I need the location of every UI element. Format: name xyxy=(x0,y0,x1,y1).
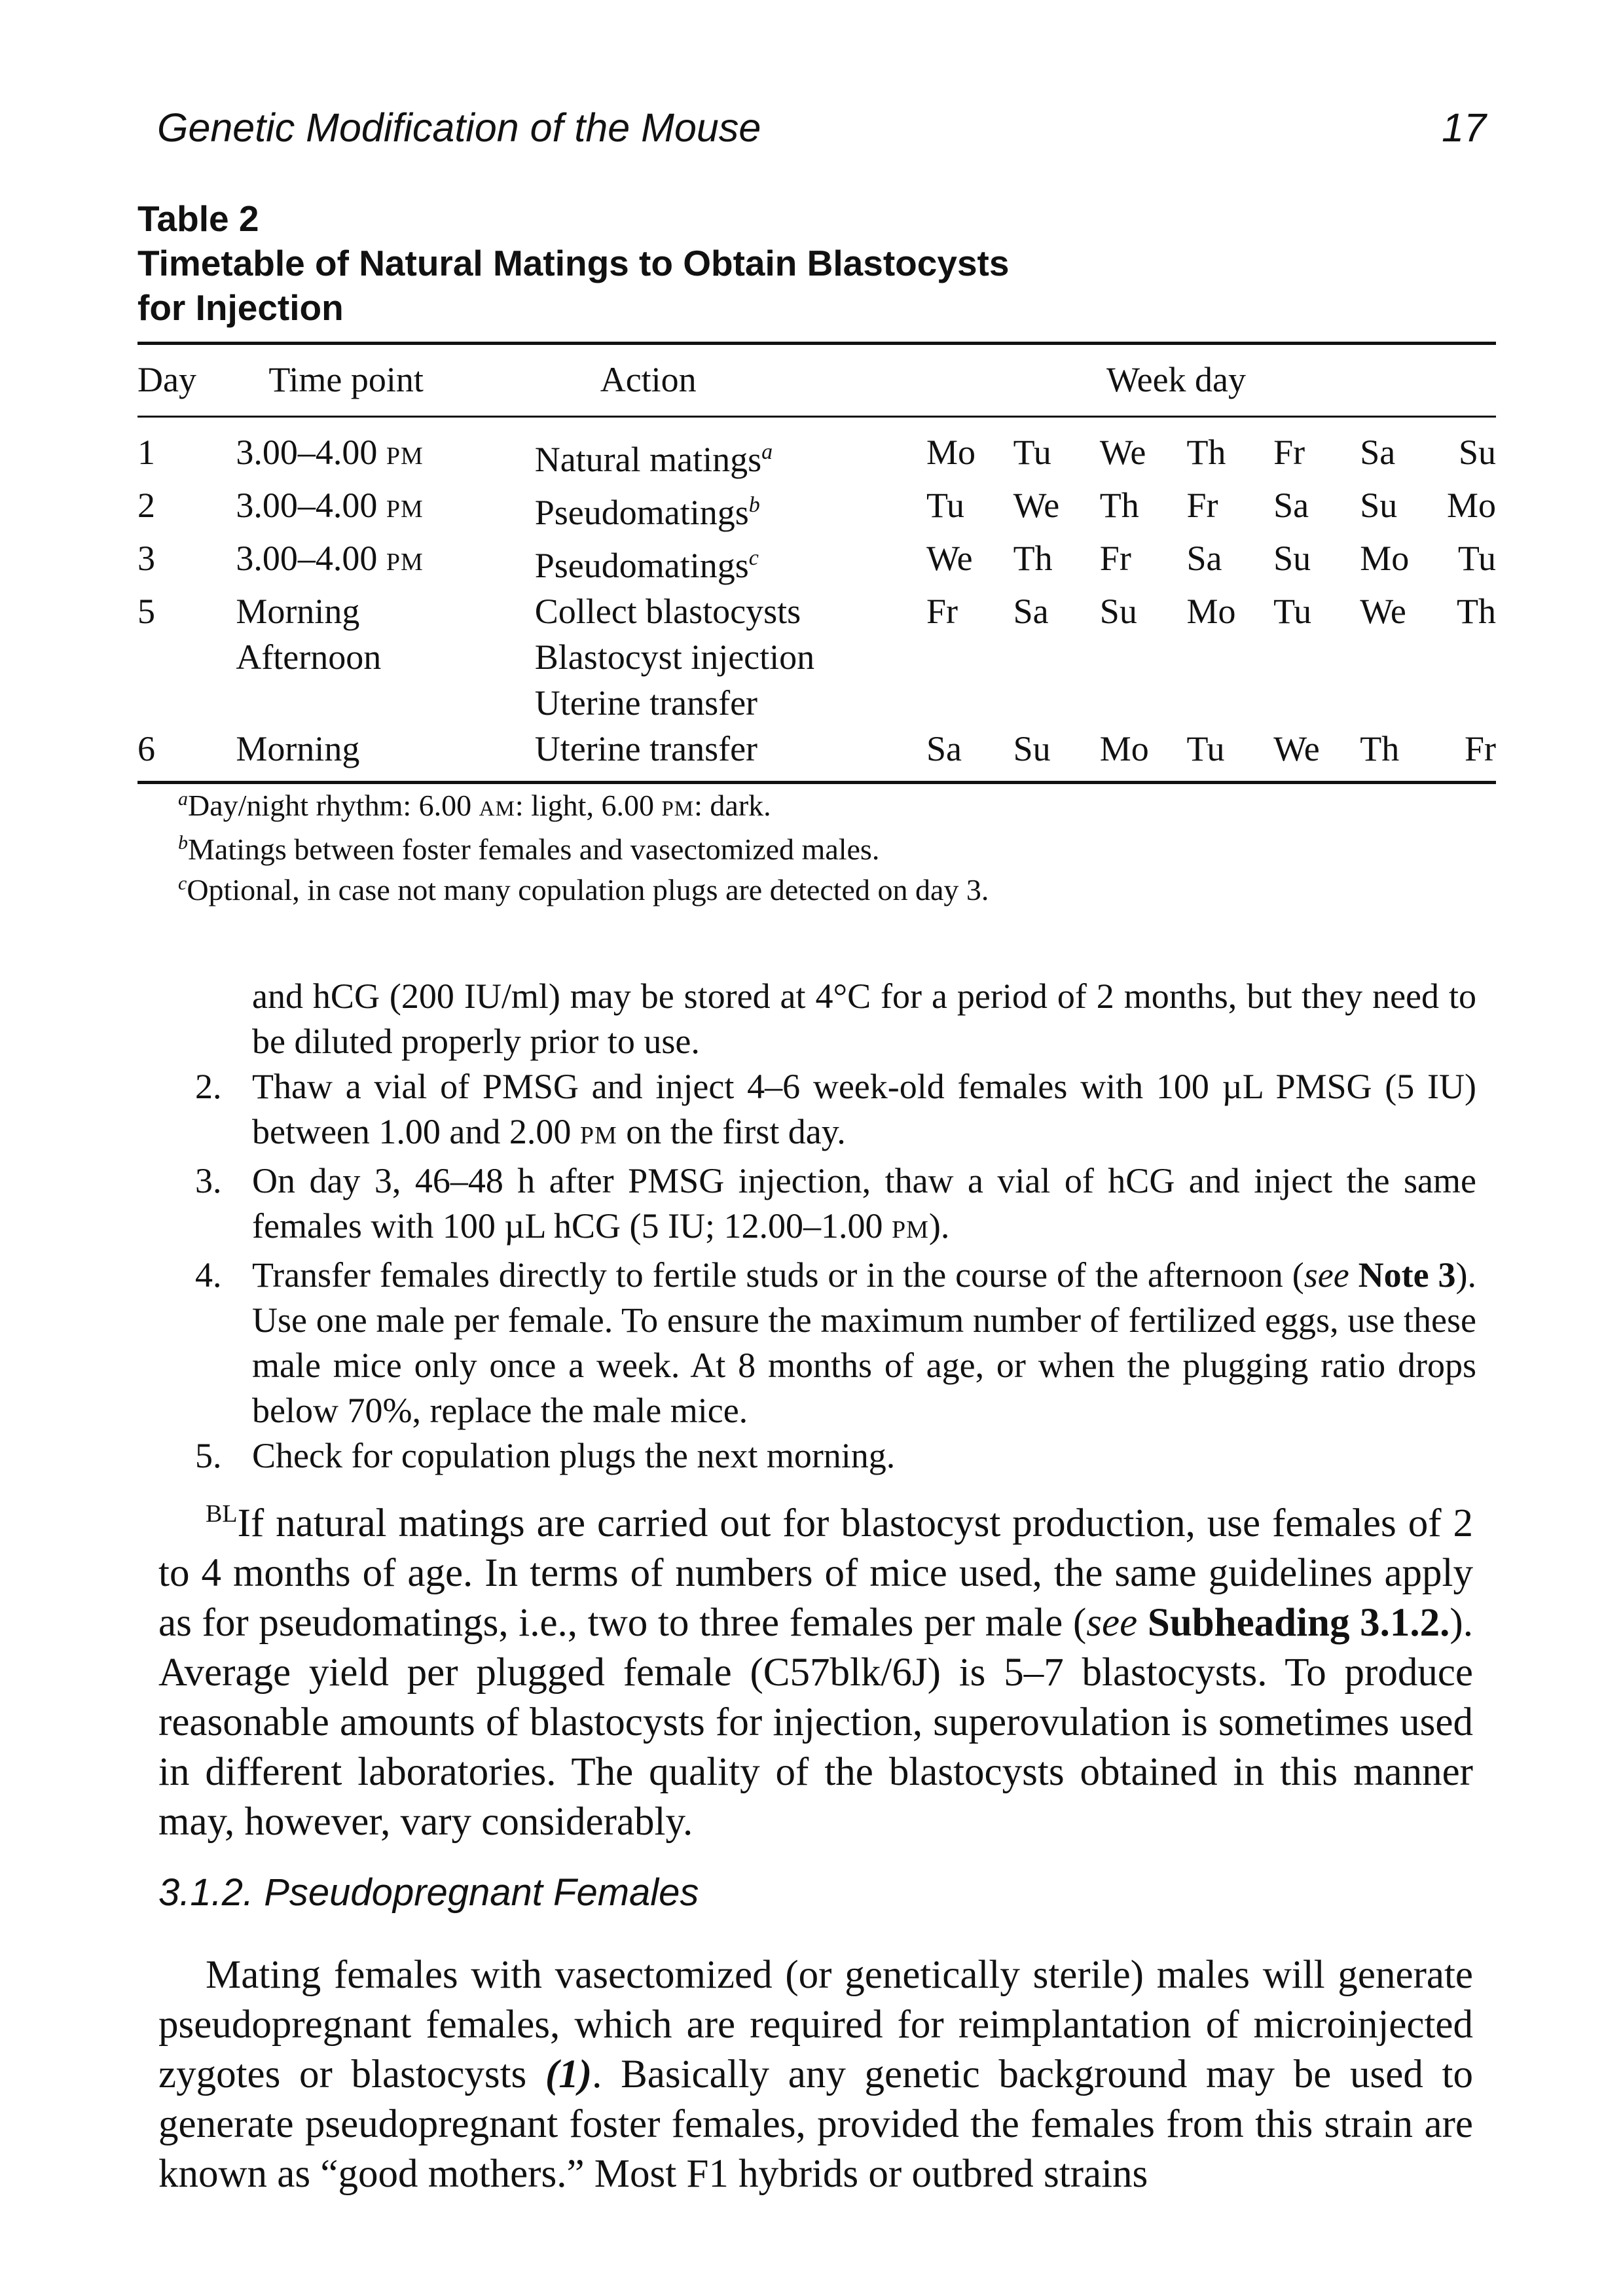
cell-weekday: Su xyxy=(1360,486,1398,525)
timetable-table xyxy=(137,345,1496,784)
table-row xyxy=(137,417,1496,483)
cell-weekday: Fr xyxy=(1186,486,1218,525)
timetable xyxy=(137,342,1496,784)
col-header-day: Day xyxy=(137,360,196,399)
cell-weekday: Sa xyxy=(1186,539,1222,578)
cell-action: Uterine transfer xyxy=(534,683,758,723)
cell-time: Morning xyxy=(236,592,360,631)
note-reference: Note 3 xyxy=(1358,1255,1456,1295)
cell-weekday: We xyxy=(1099,433,1146,472)
cell-weekday: Th xyxy=(1099,486,1139,525)
cell-weekday: Fr xyxy=(1273,433,1305,472)
table-row xyxy=(137,634,1496,680)
cell-weekday: Tu xyxy=(926,486,965,525)
cell-day: 2 xyxy=(137,486,155,525)
footnote-a: $^a$Day/night rhythm: 6.00 AM: light, 6.00 PM: dark. xyxy=(178,788,771,822)
cell-time xyxy=(236,680,534,726)
cell-time: Morning xyxy=(236,729,360,768)
cell-weekday: Su xyxy=(1458,433,1496,472)
cell-weekday: Mo xyxy=(1446,486,1496,525)
cell-weekday: Tu xyxy=(1273,592,1312,631)
cell-action: Natural matings$^a$ xyxy=(534,440,773,479)
cell-weekday: We xyxy=(1360,592,1406,631)
col-header-week-day: Week day xyxy=(1106,360,1247,399)
cell-time: 3.00–4.00 PM xyxy=(236,486,424,525)
cell-weekday: Mo xyxy=(926,433,976,472)
table-row xyxy=(137,482,1496,535)
cell-weekday: Tu xyxy=(1186,729,1225,768)
cell-weekday: Th xyxy=(1013,539,1053,578)
cell-weekday: Sa xyxy=(926,729,962,768)
procedure-steps xyxy=(190,974,1476,1479)
cell-weekday: Mo xyxy=(1186,592,1236,631)
step-2: 2. Thaw a vial of PMSG and inject 4–6 week-old females with 100 µL PMSG (5 IU) between 1.00 and 2.00 PM on the first day. xyxy=(195,1067,1476,1151)
cell-weekday: Sa xyxy=(1360,433,1396,472)
cell-day: 1 xyxy=(137,433,155,472)
table-footnotes xyxy=(178,785,989,910)
table-row xyxy=(137,535,1496,588)
cell-action: Pseudomatings$^c$ xyxy=(534,546,759,585)
cell-weekday: Fr xyxy=(926,592,958,631)
paragraph-blastocyst-matings: $^{BL}$If natural matings are carried out for blastocyst production, use females of 2 to 4 months of age. In terms of numbers of mice used, the same guidelines apply as for pseudomatings, i.e., two to three females per male (see Subheading 3.1.2.). Average yield per plugged female (C57blk/6J) is 5–7 blastocysts. To produce reasonable amounts of blastocysts for injection, superovulation is sometimes used in different laboratories. The quality of the blastocysts obtained in this manner may, however, vary considerably. xyxy=(158,1500,1473,1844)
section-subheading: 3.1.2. Pseudopregnant Females xyxy=(158,1871,699,1914)
cell-time: 3.00–4.00 PM xyxy=(236,433,424,472)
table-title-line-2: for Injection xyxy=(137,287,344,328)
cell-weekday: Su xyxy=(1013,729,1051,768)
step-3: 3. On day 3, 46–48 h after PMSG injection, thaw a vial of hCG and inject the same females with 100 µL hCG (5 IU; 12.00–1.00 PM). xyxy=(195,1161,1476,1246)
table-row xyxy=(137,588,1496,634)
cell-weekday: We xyxy=(926,539,973,578)
step-continuation: and hCG (200 IU/ml) may be stored at 4°C for a period of 2 months, but they need to be diluted properly prior to use. xyxy=(252,977,1476,1061)
step-5: 5. Check for copulation plugs the next morning. xyxy=(195,1436,896,1475)
cell-day: 5 xyxy=(137,592,155,631)
subheading-reference: Subheading 3.1.2. xyxy=(1147,1601,1450,1645)
cell-time: Afternoon xyxy=(236,637,382,677)
footnote-c: $^c$Optional, in case not many copulation plugs are detected on day 3. xyxy=(178,872,989,906)
cell-weekday: Th xyxy=(1186,433,1226,472)
table-caption xyxy=(137,196,1009,330)
cell-action: Blastocyst injection xyxy=(534,637,815,677)
cell-weekday: We xyxy=(1013,486,1060,525)
cell-action: Pseudomatings$^b$ xyxy=(534,493,760,532)
col-header-time-point: Time point xyxy=(268,360,424,399)
cell-weekday: Th xyxy=(1360,729,1400,768)
table-title-line-1: Timetable of Natural Matings to Obtain Blastocysts xyxy=(137,243,1010,283)
cell-action: Uterine transfer xyxy=(534,729,758,768)
cell-weekday: Tu xyxy=(1457,539,1496,578)
footnote-b: $^b$Matings between foster females and vasectomized males. xyxy=(178,832,880,866)
col-header-action: Action xyxy=(600,360,697,399)
cell-day xyxy=(137,680,236,726)
cell-weekday: Fr xyxy=(1099,539,1131,578)
citation: (1) xyxy=(545,2053,593,2096)
cell-weekday: We xyxy=(1273,729,1320,768)
running-head xyxy=(157,105,1486,157)
cell-weekday: Mo xyxy=(1360,539,1410,578)
cell-weekday: Mo xyxy=(1099,729,1149,768)
paragraph-pseudopregnant: Mating females with vasectomized (or genetically sterile) males will generate pseudopregnant females, which are required for reimplantation of microinjected zygotes or blastocysts (1). Basically any genetic background may be used to generate pseudopregnant foster females, provided the females from this strain are known as “good mothers.” Most F1 hybrids or outbred strains xyxy=(158,1953,1473,2196)
table-row xyxy=(137,726,1496,783)
cell-weekday: Th xyxy=(1457,592,1496,631)
cell-day: 3 xyxy=(137,539,155,578)
page-number: 17 xyxy=(1442,105,1486,150)
cell-day xyxy=(137,634,236,680)
cell-time: 3.00–4.00 PM xyxy=(236,539,424,578)
table-label: Table 2 xyxy=(137,198,259,239)
cell-weekday: Tu xyxy=(1013,433,1051,472)
cell-weekday: Su xyxy=(1099,592,1137,631)
table-row xyxy=(137,680,1496,726)
cell-weekday: Su xyxy=(1273,539,1311,578)
cell-action: Collect blastocysts xyxy=(534,592,801,631)
cell-weekday: Sa xyxy=(1013,592,1049,631)
cell-weekday: Sa xyxy=(1273,486,1309,525)
cell-weekday: Fr xyxy=(1464,729,1496,768)
running-title: Genetic Modification of the Mouse xyxy=(157,105,761,150)
table-header-row xyxy=(137,345,1496,417)
bl-marker: BL xyxy=(206,1500,238,1528)
cell-day: 6 xyxy=(137,729,155,768)
step-4: 4. Transfer females directly to fertile studs or in the course of the afternoon (see Note 3). Use one male per female. To ensure the maximum number of fertilized eggs, use these male mice only once a week. At 8 months of age, or when the plugging ratio drops below 70%, replace the male mice. xyxy=(195,1255,1476,1430)
